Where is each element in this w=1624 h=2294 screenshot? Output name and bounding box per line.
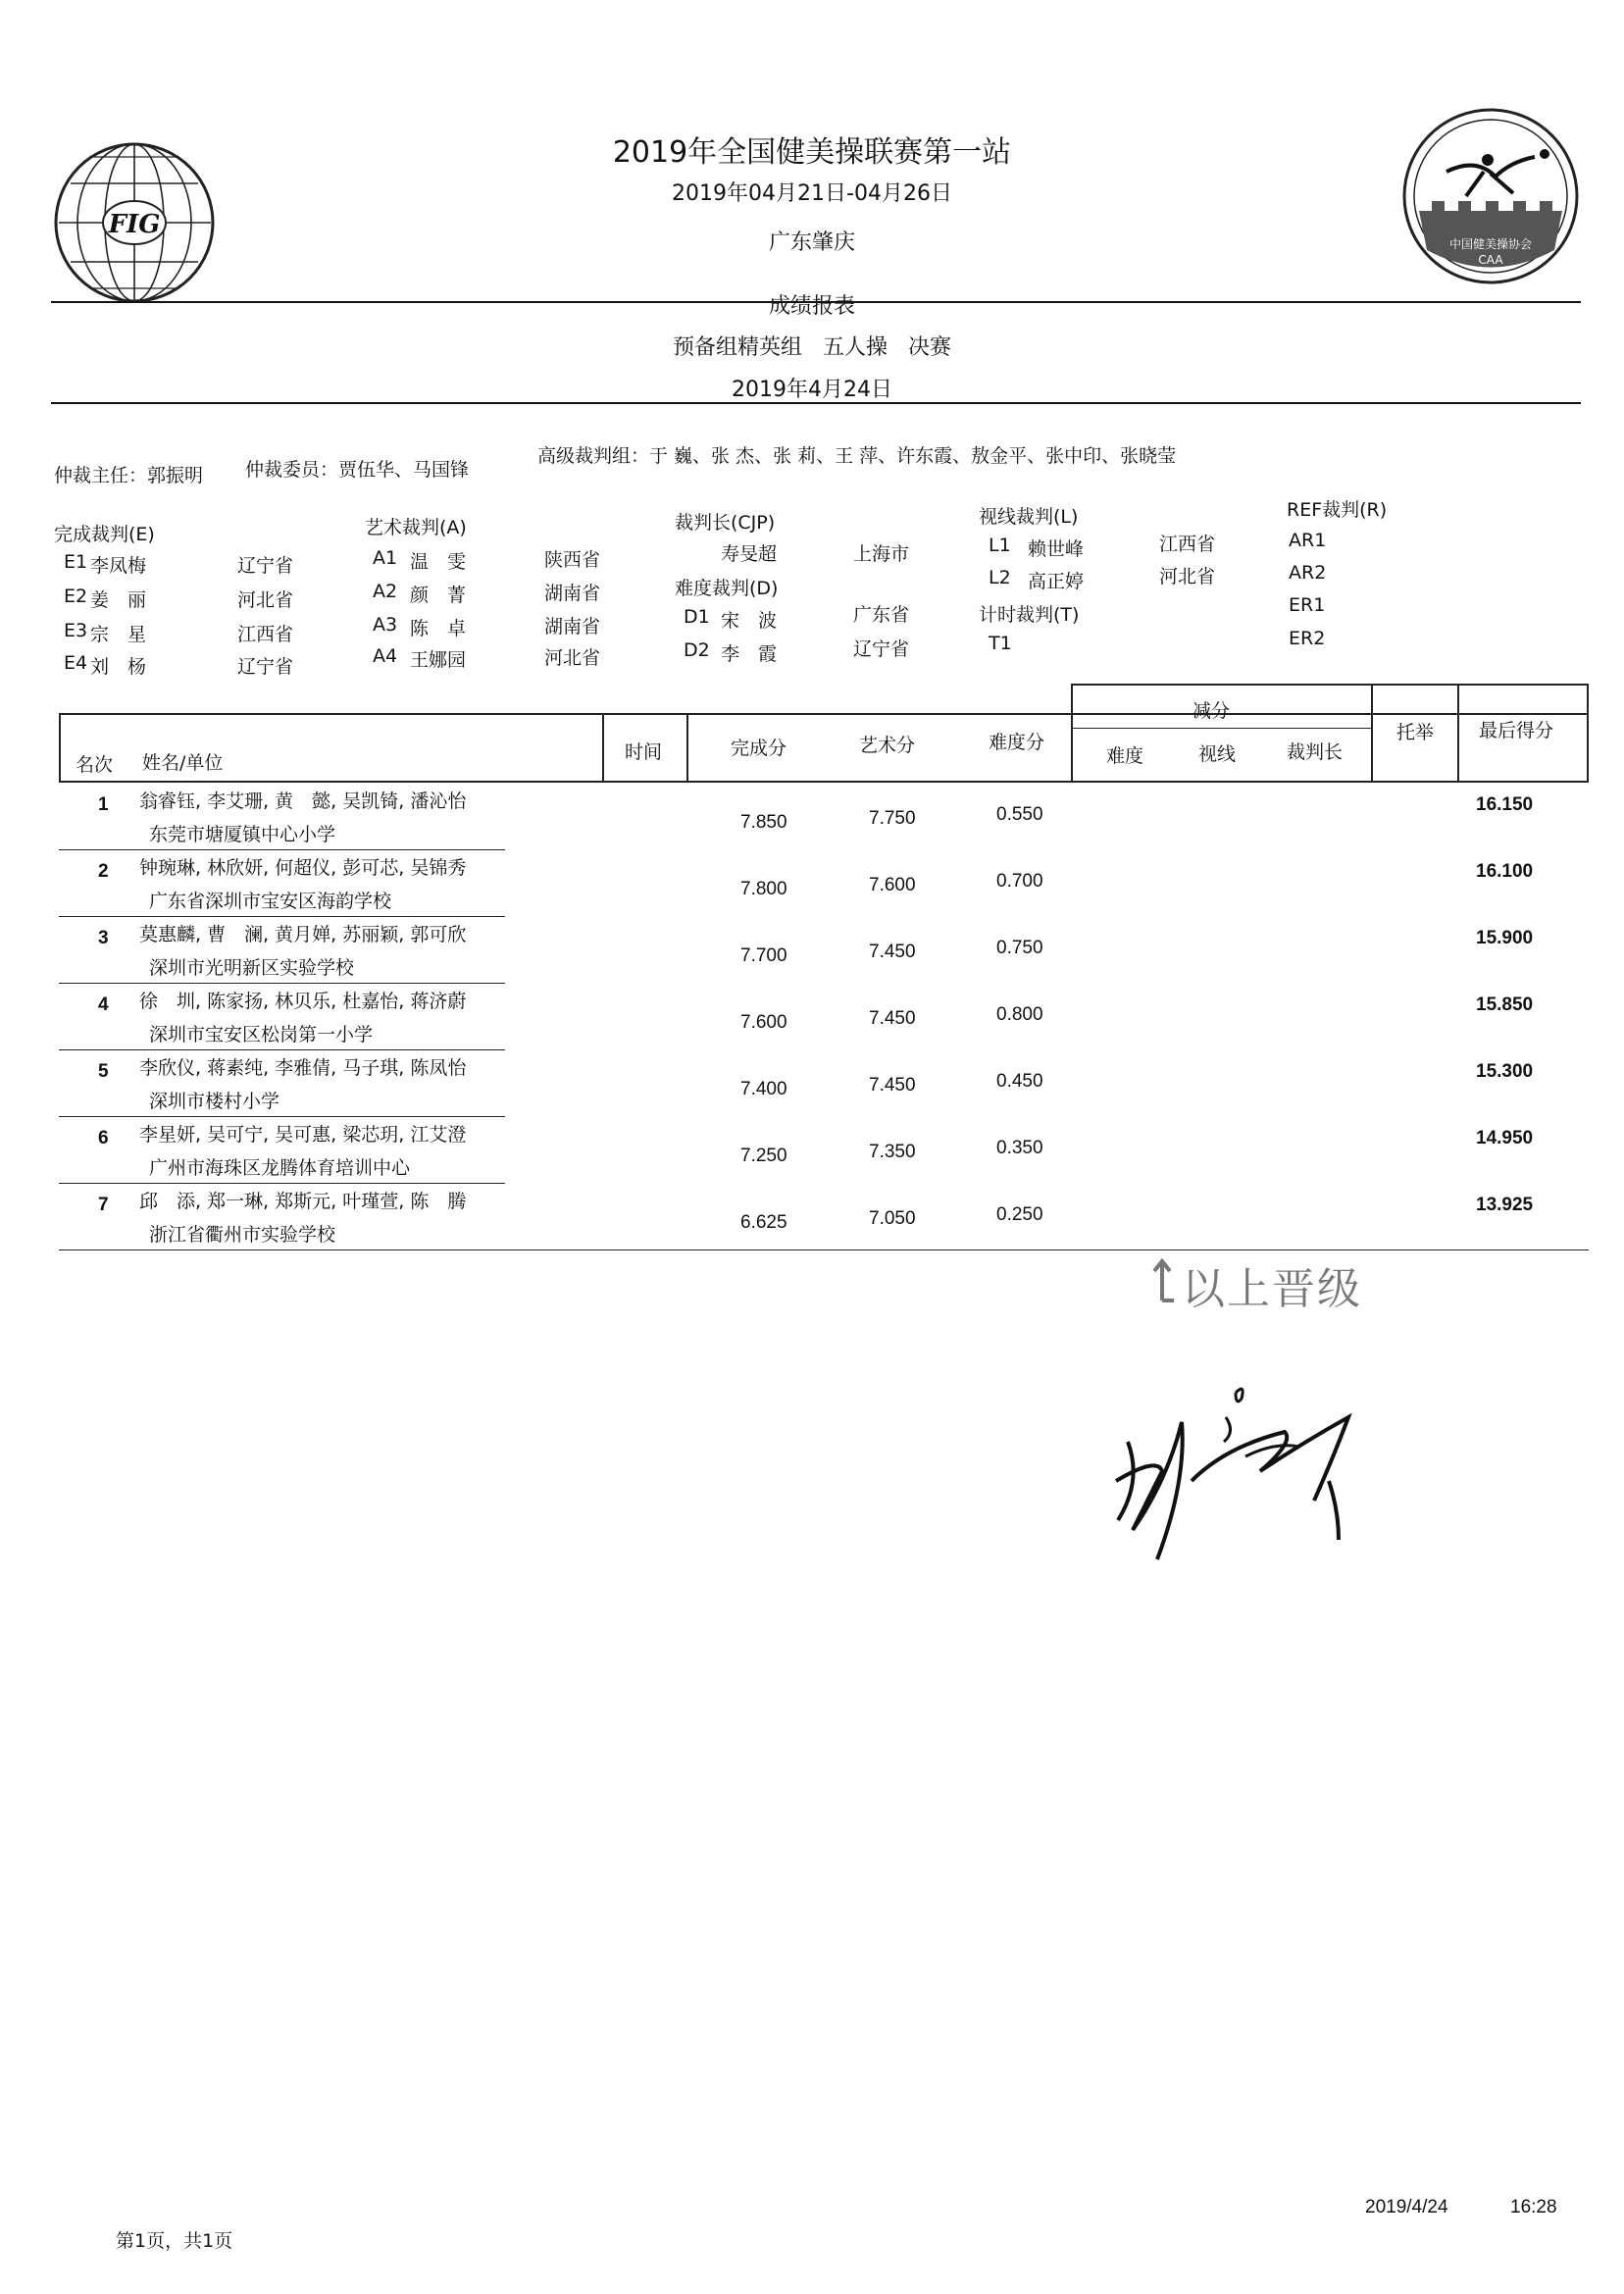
judge-name: 陈 卓 <box>410 618 467 639</box>
execution-cell: 6.625 <box>740 1212 787 1233</box>
judge-code: A3 <box>373 614 398 636</box>
senior-panel: 高级裁判组：于 巍、张 杰、张 莉、王 萍、许东霞、敖金平、张中印、张晓莹 <box>537 445 1177 467</box>
athletes-cell: 李欣仪, 蒋素纯, 李雅倩, 马子琪, 陈凤怡 <box>139 1057 467 1079</box>
judge-code: D2 <box>684 639 710 661</box>
unit-cell: 广东省深圳市宝安区海韵学校 <box>149 891 392 912</box>
judge-province: 湖南省 <box>544 616 601 637</box>
col-difficulty: 难度分 <box>989 732 1045 753</box>
athletes-cell: 翁睿钰, 李艾珊, 黄 懿, 吴凯锜, 潘沁怡 <box>139 790 467 812</box>
rank-cell: 2 <box>98 861 109 882</box>
difficulty-heading: 难度裁判(D) <box>675 578 779 599</box>
judge-code: E2 <box>64 586 88 607</box>
col-rank: 名次 <box>76 754 114 776</box>
fig-logo-text: FIG <box>108 210 161 239</box>
judge-province: 广东省 <box>853 604 910 626</box>
judge-name: 李凤梅 <box>90 555 147 577</box>
row-divider <box>59 1183 505 1184</box>
unit-cell: 深圳市楼村小学 <box>149 1091 280 1112</box>
qualified-annotation: 以上晋级 <box>1182 1264 1362 1314</box>
difficulty-cell: 0.800 <box>996 1004 1043 1025</box>
final-score-cell: 16.100 <box>1476 861 1534 882</box>
judge-name: 高正婷 <box>1028 571 1085 592</box>
report-category: 预备组精英组 五人操 决赛 <box>673 335 951 360</box>
line-heading: 视线裁判(L) <box>979 506 1079 528</box>
judge-code: L1 <box>989 535 1011 556</box>
judge-name: 赖世峰 <box>1028 538 1085 560</box>
execution-heading: 完成裁判(E) <box>54 524 155 545</box>
judge-province: 陕西省 <box>544 549 601 571</box>
time-heading: 计时裁判(T) <box>979 604 1080 626</box>
row-divider <box>59 849 505 850</box>
artistic-cell: 7.600 <box>869 875 916 895</box>
athletes-cell: 钟琬琳, 林欣妍, 何超仪, 彭可芯, 吴锦秀 <box>139 857 467 879</box>
final-score-cell: 13.925 <box>1476 1195 1534 1215</box>
report-title: 成绩报表 <box>768 294 855 319</box>
final-score-cell: 15.300 <box>1476 1061 1534 1082</box>
ref-code: AR1 <box>1289 530 1327 551</box>
judge-code: L2 <box>989 567 1011 588</box>
judge-code: A4 <box>373 645 398 667</box>
col-artistic: 艺术分 <box>859 735 916 756</box>
print-time: 16:28 <box>1510 2197 1557 2218</box>
execution-cell: 7.800 <box>740 879 787 899</box>
judge-province: 河北省 <box>1159 566 1216 587</box>
judge-code: D1 <box>684 606 710 628</box>
difficulty-cell: 0.700 <box>996 871 1043 892</box>
col-deductions: 减分 <box>1193 700 1231 722</box>
caa-logo-text: CAA <box>1478 253 1503 267</box>
rank-cell: 5 <box>98 1061 109 1082</box>
artistic-cell: 7.450 <box>869 1008 916 1029</box>
time-judge-code: T1 <box>989 633 1012 654</box>
col-name-unit: 姓名/单位 <box>142 752 224 774</box>
ref-code: ER1 <box>1289 594 1326 616</box>
cjp-name: 寿旻超 <box>721 543 778 565</box>
caa-logo-cn: 中国健美操协会 <box>1448 237 1533 251</box>
judge-code: A2 <box>373 581 398 602</box>
artistic-cell: 7.050 <box>869 1208 916 1229</box>
judge-code: A1 <box>373 547 398 569</box>
judge-province: 江西省 <box>237 624 294 645</box>
judge-code: E4 <box>64 652 88 674</box>
rank-cell: 7 <box>98 1195 109 1215</box>
judge-code: E1 <box>64 551 88 573</box>
col-lift: 托举 <box>1396 722 1435 743</box>
jury-president: 仲裁主任：郭振明 <box>54 465 204 486</box>
judge-name: 姜 丽 <box>90 589 147 611</box>
jury-members: 仲裁委员：贾伍华、马国锋 <box>245 459 470 481</box>
ref-heading: REF裁判(R) <box>1287 499 1388 521</box>
execution-cell: 7.700 <box>740 945 787 966</box>
cjp-province: 上海市 <box>853 543 910 565</box>
execution-cell: 7.400 <box>740 1079 787 1099</box>
unit-cell: 广州市海珠区龙腾体育培训中心 <box>149 1157 411 1179</box>
artistic-cell: 7.350 <box>869 1142 916 1162</box>
difficulty-cell: 0.750 <box>996 938 1043 958</box>
ref-code: AR2 <box>1289 562 1327 584</box>
row-divider <box>59 916 505 917</box>
rank-cell: 1 <box>98 794 109 815</box>
artistic-cell: 7.750 <box>869 808 916 829</box>
judge-name: 李 霞 <box>721 643 778 665</box>
judge-name: 宗 星 <box>90 624 147 645</box>
final-score-cell: 16.150 <box>1476 794 1534 815</box>
rank-cell: 3 <box>98 928 109 948</box>
judge-name: 刘 杨 <box>90 656 147 678</box>
col-ded-difficulty: 难度 <box>1106 745 1144 767</box>
difficulty-cell: 0.550 <box>996 804 1043 825</box>
judge-name: 王娜园 <box>410 649 467 671</box>
final-score-cell: 14.950 <box>1476 1128 1534 1148</box>
cjp-heading: 裁判长(CJP) <box>675 512 776 534</box>
col-execution: 完成分 <box>731 738 787 759</box>
report-rule <box>51 402 1581 404</box>
judge-province: 辽宁省 <box>853 638 910 660</box>
athletes-cell: 邱 添, 郑一琳, 郑斯元, 叶瑾萱, 陈 腾 <box>139 1191 467 1212</box>
execution-cell: 7.600 <box>740 1012 787 1033</box>
difficulty-cell: 0.250 <box>996 1204 1043 1225</box>
unit-cell: 浙江省衢州市实验学校 <box>149 1224 336 1246</box>
col-final: 最后得分 <box>1479 720 1554 741</box>
event-location: 广东肇庆 <box>768 230 855 255</box>
judge-code: E3 <box>64 620 88 641</box>
signature <box>1089 1363 1363 1569</box>
judge-province: 辽宁省 <box>237 656 294 678</box>
judge-province: 河北省 <box>544 647 601 669</box>
judge-name: 颜 菁 <box>410 585 467 606</box>
report-date: 2019年4月24日 <box>732 378 892 402</box>
judge-name: 宋 波 <box>721 610 778 632</box>
judge-province: 辽宁省 <box>237 555 294 577</box>
rank-cell: 4 <box>98 994 109 1015</box>
unit-cell: 东莞市塘厦镇中心小学 <box>149 824 336 845</box>
row-divider <box>59 1249 1589 1250</box>
artistic-cell: 7.450 <box>869 942 916 962</box>
col-ded-line: 视线 <box>1198 743 1237 765</box>
col-ded-cjp: 裁判长 <box>1287 741 1344 763</box>
event-title: 2019年全国健美操联赛第一站 <box>612 135 1012 170</box>
rank-cell: 6 <box>98 1128 109 1148</box>
qualified-arrow-icon <box>1147 1257 1177 1304</box>
judge-province: 江西省 <box>1159 534 1216 555</box>
unit-cell: 深圳市宝安区松岗第一小学 <box>149 1024 374 1045</box>
row-divider <box>59 1049 505 1050</box>
difficulty-cell: 0.450 <box>996 1071 1043 1092</box>
judge-name: 温 雯 <box>410 551 467 573</box>
row-divider <box>59 1116 505 1117</box>
final-score-cell: 15.850 <box>1476 994 1534 1015</box>
final-score-cell: 15.900 <box>1476 928 1534 948</box>
difficulty-cell: 0.350 <box>996 1138 1043 1158</box>
judge-province: 河北省 <box>237 589 294 611</box>
athletes-cell: 李星妍, 吴可宁, 吴可惠, 梁芯玥, 江艾澄 <box>139 1124 467 1146</box>
athletes-cell: 莫惠麟, 曹 澜, 黄月婵, 苏丽颖, 郭可欣 <box>139 924 467 945</box>
artistic-cell: 7.450 <box>869 1075 916 1096</box>
print-date: 2019/4/24 <box>1365 2197 1448 2218</box>
athletes-cell: 徐 圳, 陈家扬, 林贝乐, 杜嘉怡, 蒋济蔚 <box>139 991 467 1012</box>
event-dates: 2019年04月21日-04月26日 <box>672 181 952 206</box>
execution-cell: 7.250 <box>740 1146 787 1166</box>
row-divider <box>59 983 505 984</box>
unit-cell: 深圳市光明新区实验学校 <box>149 957 355 979</box>
ref-code: ER2 <box>1289 628 1326 649</box>
execution-cell: 7.850 <box>740 812 787 833</box>
page-number: 第1页，共1页 <box>116 2230 233 2252</box>
col-time: 时间 <box>625 741 663 763</box>
judge-province: 湖南省 <box>544 583 601 604</box>
artistic-heading: 艺术裁判(A) <box>365 517 467 538</box>
